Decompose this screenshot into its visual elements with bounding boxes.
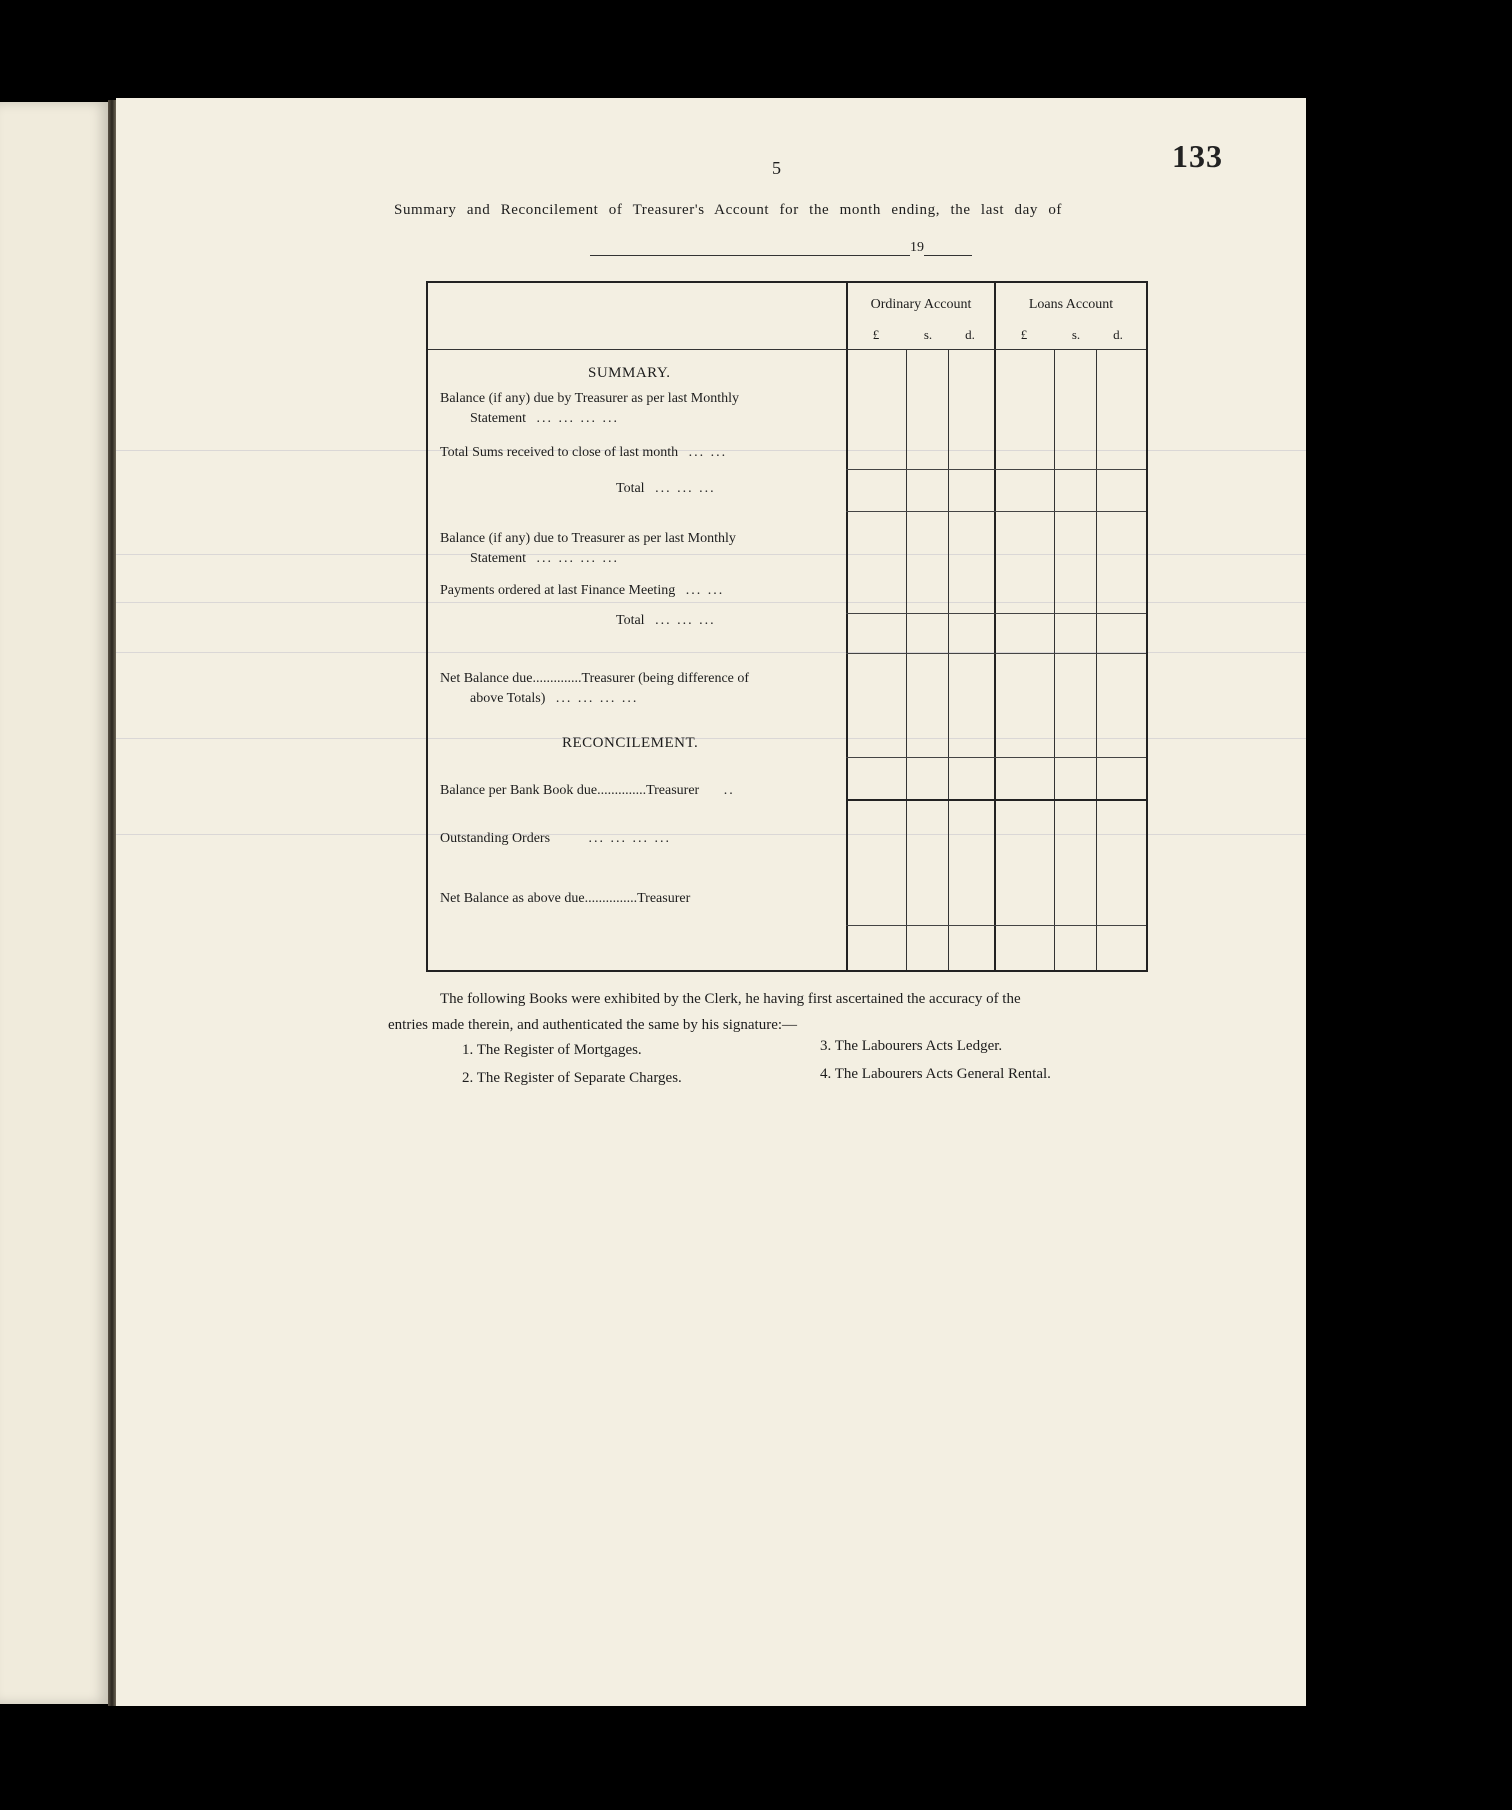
row-payments [440,581,840,601]
cell-rule [846,613,1146,614]
leader-dots: ... ... ... ... [588,831,672,846]
leader-dots: ... ... ... ... [536,411,619,426]
book-item: 4. The Labourers Acts General Rental. [820,1066,1051,1082]
ledger-table [426,281,1148,972]
date-line [590,240,972,256]
footer-line: The following Books were exhibited by the Clerk, he having first ascertained the accuracy of the [440,991,1021,1007]
leader-dots: ... ... ... [655,613,716,628]
row-net-above [440,889,840,909]
date-blank [590,255,910,256]
ordinary-account-header: Ordinary Account [870,297,972,312]
header-rule [428,349,1146,350]
column-divider [948,349,949,970]
folio-number: 133 [1172,138,1223,174]
column-divider [994,283,996,970]
leader-dots: ... ... ... ... [536,551,619,566]
reconcilement-title: RECONCILEMENT. [562,735,699,751]
column-divider [1096,349,1097,970]
row-net-balance [440,669,840,709]
ordinary-pence-header: d. [965,327,975,342]
cell-rule [846,511,1146,512]
page-title: Summary and Reconcilement of Treasurer's Account for the month ending, the last day of [394,202,1063,218]
row-label-cont: Statement ... ... ... ... [470,551,619,566]
row-label-cont: above Totals) ... ... ... ... [470,691,639,706]
book-item: 1. The Register of Mortgages. [462,1042,642,1058]
ordinary-pounds-header: £ [872,327,880,342]
row-label: Net Balance due..............Treasurer (being difference of [440,671,750,686]
left-page-edge [0,102,110,1704]
loans-account-header: Loans Account [1028,297,1114,312]
row-total-sums [440,443,840,463]
row-label: Balance (if any) due by Treasurer as per last Monthly [440,391,739,406]
row-label: Total [616,613,645,628]
cell-rule [846,799,1146,801]
footer-paragraph [388,986,1308,1038]
page-number: 5 [772,158,781,178]
ordinary-shillings-header: s. [923,327,933,342]
cell-rule [846,653,1146,654]
book-item: 3. The Labourers Acts Ledger. [820,1038,1003,1054]
row-label-cont: Statement ... ... ... ... [470,411,619,426]
year-blank [924,255,972,256]
row-label: Total [616,481,645,496]
document-page [116,98,1306,1706]
row-label: Net Balance as above due...............Treasurer [440,891,691,906]
loans-pounds-header: £ [1020,327,1028,342]
cell-rule [846,757,1146,758]
cell-rule [846,469,1146,470]
row-balance-due-to [440,529,840,569]
leader-dots: ... ... [685,583,725,598]
summary-title: SUMMARY. [588,365,671,381]
leader-dots: ... ... ... ... [555,691,639,706]
leader-dots: .. [723,783,735,798]
row-bank-book [440,781,840,801]
leader-dots: ... ... [688,445,728,460]
column-divider [1054,349,1055,970]
row-label: Payments ordered at last Finance Meeting [440,583,676,598]
cell-rule [846,925,1146,926]
date-year-prefix: 19 [910,240,924,255]
row-outstanding [440,829,840,849]
row-label: Balance per Bank Book due..............Treasurer [440,783,700,798]
row-label: Balance (if any) due to Treasurer as per last Monthly [440,531,736,546]
row-balance-due-by [440,389,840,429]
row-label: Outstanding Orders [440,831,551,846]
loans-pence-header: d. [1113,327,1123,342]
footer-line: entries made therein, and authenticated the same by his signature:— [388,1017,798,1033]
loans-shillings-header: s. [1071,327,1081,342]
column-divider [906,349,907,970]
row-total-1 [440,479,846,499]
row-label: Total Sums received to close of last month [440,445,679,460]
book-item: 2. The Register of Separate Charges. [462,1070,682,1086]
column-divider [846,283,848,970]
leader-dots: ... ... ... [655,481,716,496]
row-total-2 [440,611,846,631]
